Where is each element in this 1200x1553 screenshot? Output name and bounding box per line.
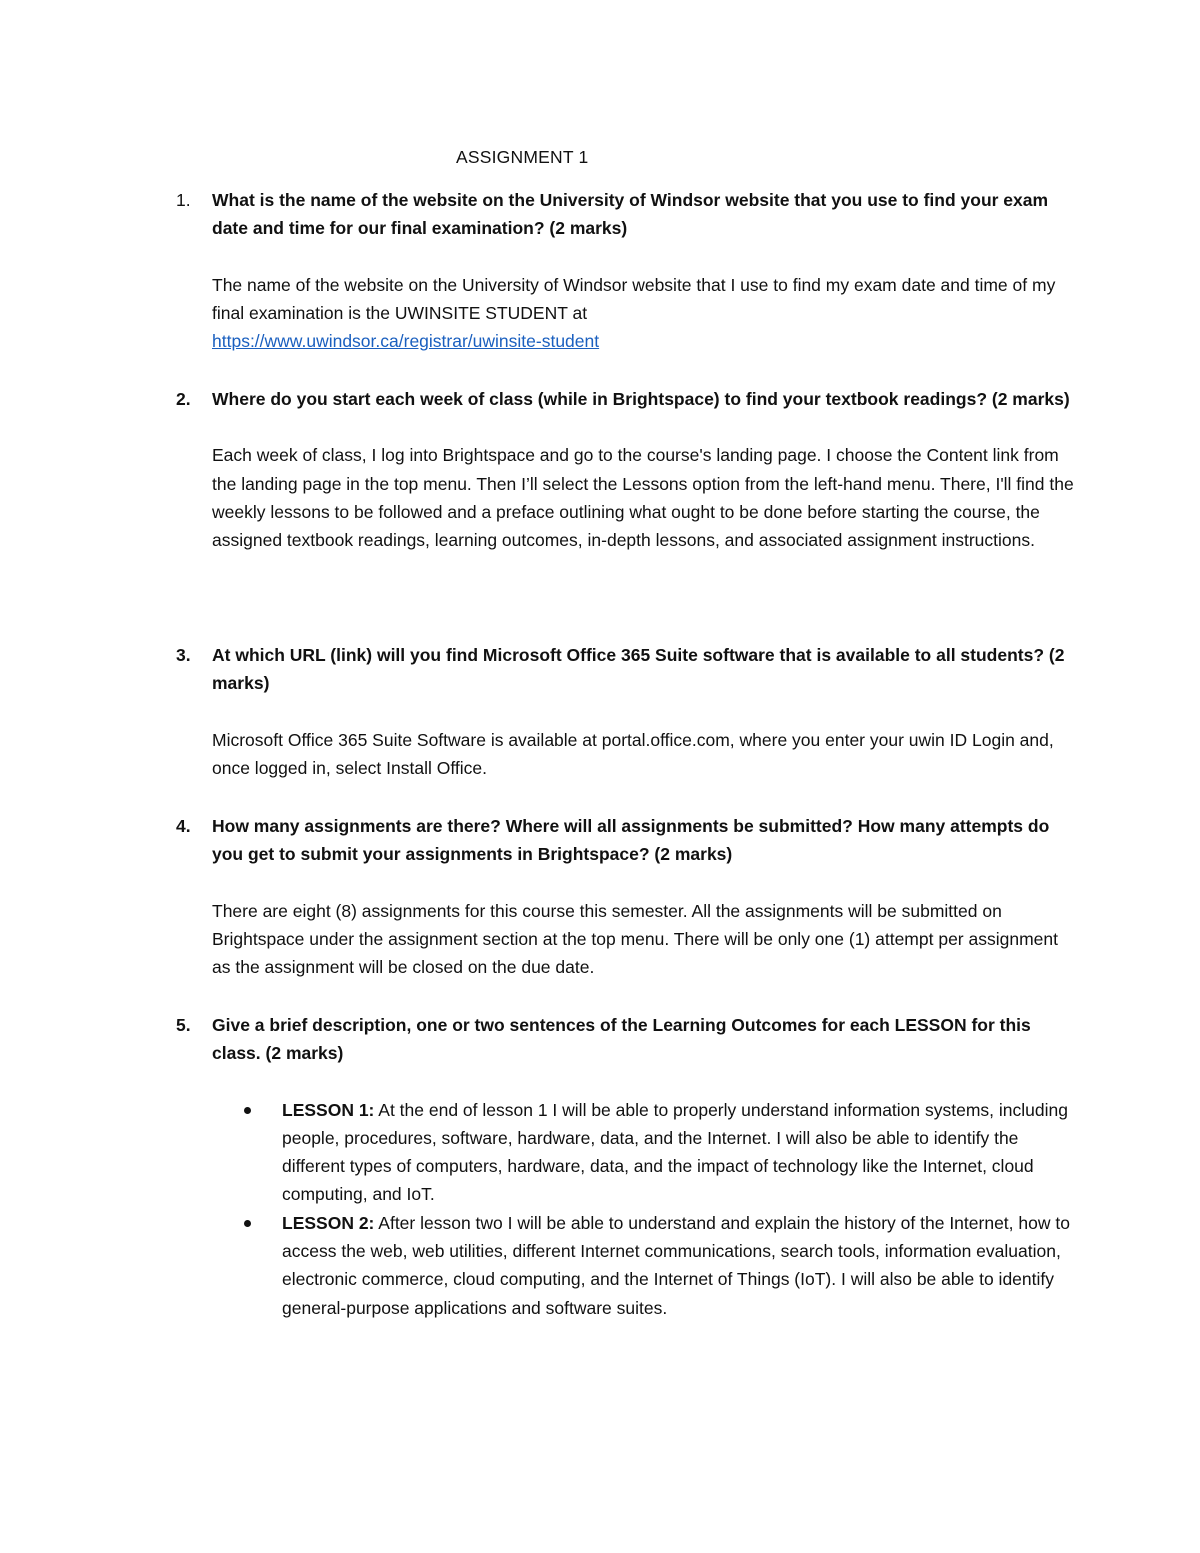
question-2-text [176, 385, 1076, 413]
question-5-number: 5. [176, 1015, 191, 1035]
lesson-2-item [282, 1209, 1076, 1322]
question-3 [176, 641, 1076, 782]
lesson-1-item [282, 1096, 1076, 1209]
lesson-outcomes-list [176, 1096, 1076, 1322]
answer-1 [176, 271, 1076, 356]
question-5 [176, 1011, 1076, 1322]
question-1-number: 1. [176, 190, 191, 210]
lesson-1-label: LESSON 1: [282, 1099, 375, 1120]
answer-1-text: The name of the website on the University of Windsor website that I use to find my exam date and time of my final examination is the UWINSITE STUDENT at [212, 274, 1056, 323]
question-4-prompt: How many assignments are there? Where will all assignments be submitted? How many attempts do you get to submit your assignments in Brightspace? (2 marks) [212, 816, 1050, 865]
question-3-prompt: At which URL (link) will you find Microsoft Office 365 Suite software that is available to all students? (2 marks) [212, 645, 1065, 694]
bullet-icon [244, 1107, 251, 1114]
answer-4 [176, 897, 1076, 982]
question-1-text [176, 186, 1076, 243]
question-5-text [176, 1011, 1076, 1068]
uwinsite-student-link[interactable]: https://www.uwindsor.ca/registrar/uwinsite-student [212, 331, 600, 352]
lesson-2-text: After lesson two I will be able to understand and explain the history of the Internet, how to access the web, web utilities, different Internet communications, search tools, information evaluation, electronic commerce, cloud computing, and the Internet of Things (IoT). I will also be able to identify general-purpose applications and software suites. [282, 1212, 1070, 1318]
answer-4-text: There are eight (8) assignments for this course this semester. All the assignments will be submitted on Brightspace under the assignment section at the top menu. There will be only one (1) attempt per assignment as the assignment will be closed on the due date. [212, 900, 1058, 978]
question-4-number: 4. [176, 816, 191, 836]
bullet-icon [244, 1220, 251, 1227]
lesson-2-label: LESSON 2: [282, 1212, 375, 1233]
document-title: ASSIGNMENT 1 [456, 147, 589, 167]
question-3-number: 3. [176, 645, 191, 665]
answer-3-text: Microsoft Office 365 Suite Software is available at portal.office.com, where you enter your uwin ID Login and, once logged in, select Install Office. [212, 729, 1054, 778]
question-1-prompt: What is the name of the website on the University of Windsor website that you use to find your exam date and time for our final examination? (2 marks) [212, 190, 1049, 239]
question-3-text [176, 641, 1076, 698]
answer-2 [176, 441, 1076, 554]
question-1 [176, 186, 1076, 355]
question-4-text [176, 812, 1076, 869]
answer-3 [176, 726, 1076, 783]
question-2-number: 2. [176, 389, 191, 409]
question-2 [176, 385, 1076, 554]
lesson-1-text: At the end of lesson 1 I will be able to properly understand information systems, including people, procedures, software, hardware, data, and the Internet. I will also be able to identify the different types of computers, hardware, data, and the impact of technology like the Internet, cloud computing, and IoT. [282, 1099, 1068, 1205]
answer-2-text: Each week of class, I log into Brightspace and go to the course's landing page. I choose the Content link from the landing page in the top menu. Then I’ll select the Lessons option from the left-hand menu. There, I'll find the weekly lessons to be followed and a preface outlining what ought to be done before starting the course, the assigned textbook readings, learning outcomes, in-depth lessons, and associated assignment instructions. [212, 445, 1074, 551]
question-5-prompt: Give a brief description, one or two sentences of the Learning Outcomes for each LESSON for this class. (2 marks) [212, 1015, 1031, 1064]
question-2-prompt: Where do you start each week of class (while in Brightspace) to find your textbook readings? (2 marks) [212, 389, 1070, 409]
question-4 [176, 812, 1076, 981]
